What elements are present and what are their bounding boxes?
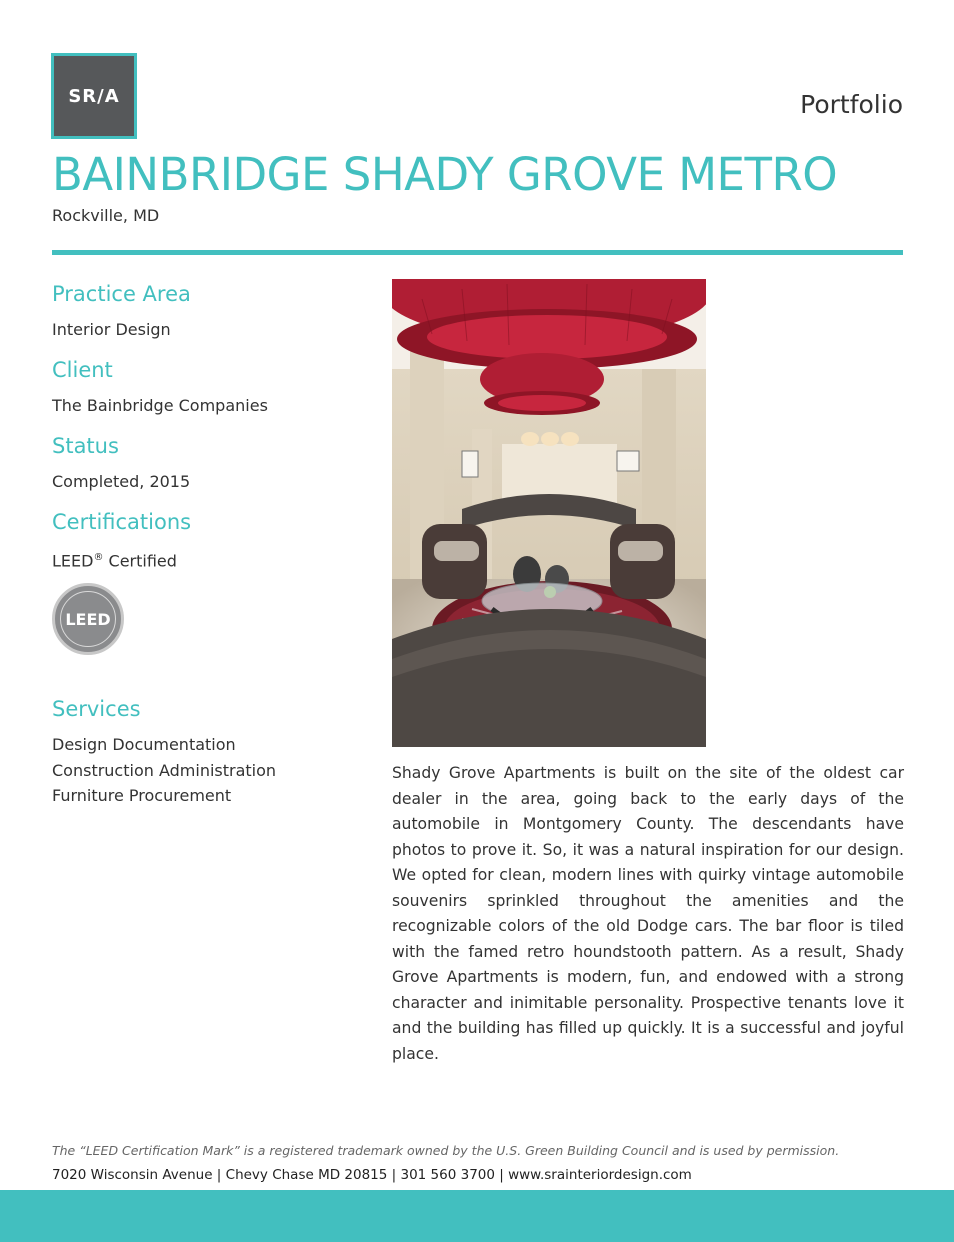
header-divider	[52, 250, 903, 255]
status-heading: Status	[52, 434, 119, 458]
services-list	[52, 732, 372, 809]
certifications-heading: Certifications	[52, 510, 192, 534]
leed-badge-icon	[52, 583, 124, 655]
logo-text: SR/A	[68, 85, 120, 107]
practice-area-heading: Practice Area	[52, 282, 191, 306]
service-item: Design Documentation	[52, 735, 236, 755]
project-photo	[392, 279, 706, 747]
trademark-notice: The “LEED Certification Mark” is a registered trademark owned by the U.S. Green Building Council and is used by permission.	[52, 1143, 840, 1158]
cert-prefix: LEED	[52, 551, 94, 571]
footer-bar	[0, 1190, 954, 1242]
page-title: BAINBRIDGE SHADY GROVE METRO	[52, 148, 838, 201]
project-description: Shady Grove Apartments is built on the site of the oldest car dealer in the area, going back to the early days of the automobile in Montgomery County. The descendants have photos to prove it. So, it was a natural inspiration for our design. We opted for clean, modern lines with quirky vintage automobile souvenirs sprinkled throughout the amenities and the recognizable colors of the old Dodge cars. The bar floor is tiled with the famed retro houndstooth pattern. As a result, Shady Grove Apartments is modern, fun, and endowed with a strong character and inimitable personality. Prospective tenants love it and the building has filled up quickly. It is a successful and joyful place.	[392, 764, 904, 1063]
client-heading: Client	[52, 358, 113, 382]
registered-mark: ®	[93, 552, 104, 563]
client-value: The Bainbridge Companies	[52, 396, 268, 415]
certifications-value	[52, 545, 372, 573]
leed-badge-text: LEED	[65, 609, 111, 629]
status-value: Completed, 2015	[52, 472, 191, 491]
project-location: Rockville, MD	[52, 206, 160, 225]
company-address: 7020 Wisconsin Avenue | Chevy Chase MD 20815 | 301 560 3700 | www.srainteriordesign.com	[52, 1167, 692, 1183]
project-details-sidebar	[52, 280, 372, 809]
company-logo	[51, 53, 137, 139]
portfolio-label: Portfolio	[800, 90, 903, 119]
service-item: Furniture Procurement	[52, 786, 232, 806]
leed-badge-inner	[60, 591, 116, 647]
services-heading: Services	[52, 697, 141, 722]
practice-area-value: Interior Design	[52, 320, 171, 339]
service-item: Construction Administration	[52, 760, 277, 780]
cert-suffix: Certified	[103, 551, 177, 571]
